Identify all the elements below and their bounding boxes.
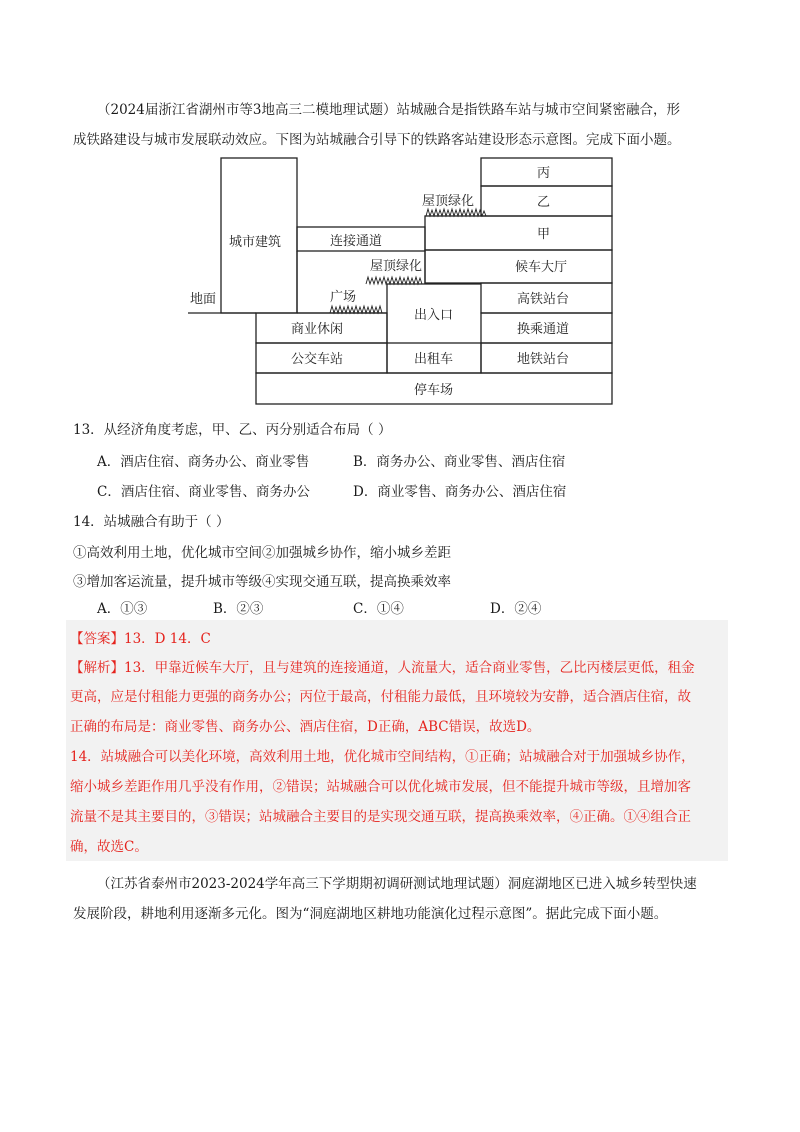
q14-statements-2: ③增加客运流量，提升城市等级④实现交通互联，提高换乘效率: [73, 574, 451, 590]
label-bus-station: 公交车站: [291, 352, 344, 367]
q13-option-a: A．酒店住宿、商务办公、商业零售: [97, 454, 310, 470]
q13-option-b: B．商务办公、商业零售、酒店住宿: [353, 454, 566, 470]
analysis-line-3: 正确的布局是：商业零售、商务办公、酒店住宿，D正确，ABC错误，故选D。: [70, 719, 541, 735]
label-taxi: 出租车: [414, 352, 454, 367]
analysis-line-1: [70, 656, 695, 676]
label-yi: 乙: [537, 195, 551, 210]
q13-option-d: D．商业零售、商务办公、酒店住宿: [353, 484, 567, 500]
answer-label: 【答案】: [70, 631, 124, 647]
label-metro-platform: 地铁站台: [517, 352, 570, 367]
analysis-text-1: 13．甲靠近候车大厅，且与建筑的连接通道，人流量大，适合商业零售，乙比丙楼层更低，租金: [124, 660, 695, 676]
q13-stem: 13．从经济角度考虑，甲、乙、丙分别适合布局（ ）: [73, 422, 392, 438]
label-connecting-passage: 连接通道: [330, 234, 383, 249]
analysis-line-4: 14．站城融合可以美化环境，高效利用土地，优化城市空间结构，①正确；站城融合对于加强城乡协作，: [70, 749, 695, 765]
q13-intro-line1: （2024届浙江省湖州市等3地高三二模地理试题）站城融合是指铁路车站与城市空间紧密融合，形: [97, 102, 680, 118]
label-roof-green-mid: 屋顶绿化: [370, 259, 423, 274]
analysis-label: 【解析】: [70, 660, 124, 676]
label-transfer-passage: 换乘通道: [517, 322, 570, 337]
label-ground: 地面: [190, 292, 217, 307]
q14-option-c: C．①④: [353, 601, 404, 617]
q14-stem: 14．站城融合有助于（ ）: [73, 514, 230, 530]
label-hsr-platform: 高铁站台: [517, 292, 570, 307]
label-entrance: 出入口: [414, 308, 454, 323]
analysis-line-6: 流量不是其主要目的，③错误；站城融合主要目的是实现交通互联，提高换乘效率，④正确。①④组合正: [70, 809, 691, 825]
q14-option-d: D．②④: [490, 601, 542, 617]
label-jia: 甲: [537, 227, 551, 242]
analysis-line-5: 缩小城乡差距作用几乎没有作用，②错误；站城融合可以优化城市发展，但不能提升城市等级，且增加客: [70, 779, 691, 795]
q13-intro-line2: 成铁路建设与城市发展联动效应。下图为站城融合引导下的铁路客站建设形态示意图。完成下面小题。: [73, 132, 681, 148]
answer-text: 13．D 14．C: [124, 631, 211, 647]
label-waiting-hall: 候车大厅: [515, 260, 568, 275]
q14-option-a: A．①③: [97, 601, 148, 617]
analysis-line-7: 确，故选C。: [70, 839, 148, 855]
q14-option-b: B．②③: [213, 601, 264, 617]
label-city-building: 城市建筑: [229, 235, 282, 250]
next-intro-line1: （江苏省泰州市2023-2024学年高三下学期期初调研测试地理试题）洞庭湖地区已进入城乡转型快速: [97, 876, 697, 892]
station-city-diagram: [0, 0, 800, 420]
q13-option-c: C．酒店住宿、商业零售、商务办公: [97, 484, 310, 500]
answer-line: [70, 627, 211, 647]
label-parking: 停车场: [414, 383, 454, 398]
next-intro-line2: 发展阶段，耕地利用逐渐多元化。图为“洞庭湖地区耕地功能演化过程示意图”。据此完成下面小题。: [73, 906, 668, 922]
label-bing: 丙: [537, 166, 551, 181]
analysis-line-2: 更高，应是付租能力更强的商务办公；丙位于最高，付租能力最低，且环境较为安静，适合酒店住宿，故: [70, 689, 691, 705]
label-square: 广场: [330, 290, 357, 305]
label-roof-green-top: 屋顶绿化: [422, 194, 475, 209]
q14-statements-1: ①高效利用土地，优化城市空间②加强城乡协作，缩小城乡差距: [73, 545, 451, 561]
label-commercial: 商业休闲: [291, 322, 344, 337]
